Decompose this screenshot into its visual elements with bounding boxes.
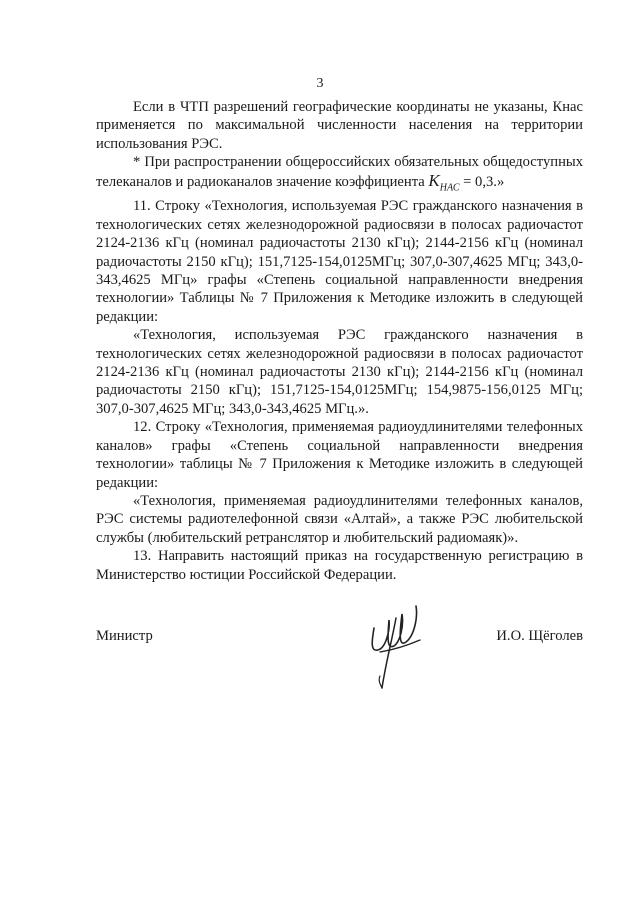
paragraph-item-12: 12. Строку «Технология, применяемая радиоудлинителями телефонных каналов» графы «Степень социальной направленности внедрения технологии» таблицы № 7 Приложения к Методике изложить в следующей редакции:	[96, 419, 583, 491]
paragraph-coefficient-note	[96, 153, 583, 197]
paragraph-item-11: 11. Строку «Технология, используемая РЭС гражданского назначения в технологических сетях железнодорожной радиосвязи в полосах радиочастот 2124-2136 кГц (номинал радиочастоты 2130 кГц); 2144-2156 кГц (номинал радиочастоты 2150 кГц); 151,7125-154,0125МГц; 307,0-307,4625 МГц; 343,0-343,4625 МГц» графы «Степень социальной направленности внедрения технологии» Таблицы № 7 Приложения к Методике изложить в следующей редакции:	[96, 198, 583, 325]
signatory-title: Министр	[96, 628, 153, 644]
paragraph-coefficient-text: * При распространении общероссийских обязательных общедоступных телеканалов и радиоканалов значение коэффициента	[96, 154, 583, 190]
coefficient-symbol: $K_{НАС}$	[428, 170, 460, 194]
handwritten-signature	[356, 600, 436, 695]
paragraph-item-12-new-wording: «Технология, применяемая радиоудлинителями телефонных каналов, РЭС системы радиотелефонной связи «Алтай», а также РЭС любительской службы (любительский ретранслятор и любительский радиомаяк)».	[96, 492, 583, 546]
coefficient-subscript: НАС	[439, 182, 460, 194]
coefficient-value: = 0,3.»	[459, 173, 505, 190]
page-number: 3	[316, 76, 324, 91]
paragraph-item-13: 13. Направить настоящий приказ на государственную регистрацию в Министерство юстиции Российской Федерации.	[96, 548, 583, 583]
paragraph-item-11-new-wording: «Технология, используемая РЭС гражданского назначения в технологических сетях железнодорожной радиосвязи в полосах радиочастот 2124-2136 кГц (номинал радиочастоты 2130 кГц); 2144-2156 кГц (номинал радиочастоты 2150 кГц); 151,7125-154,0125МГц; 154,9875-156,0125 МГц; 307,0-307,4625 МГц; 343,0-343,4625 МГц.».	[96, 327, 583, 417]
signature-block	[96, 600, 583, 700]
signatory-name: И.О. Щёголев	[496, 628, 583, 644]
document-body	[96, 98, 583, 584]
paragraph-coordinates-note: Если в ЧТП разрешений географические координаты не указаны, Кнас применяется по максимальной численности населения на территории использования РЭС.	[96, 99, 583, 152]
